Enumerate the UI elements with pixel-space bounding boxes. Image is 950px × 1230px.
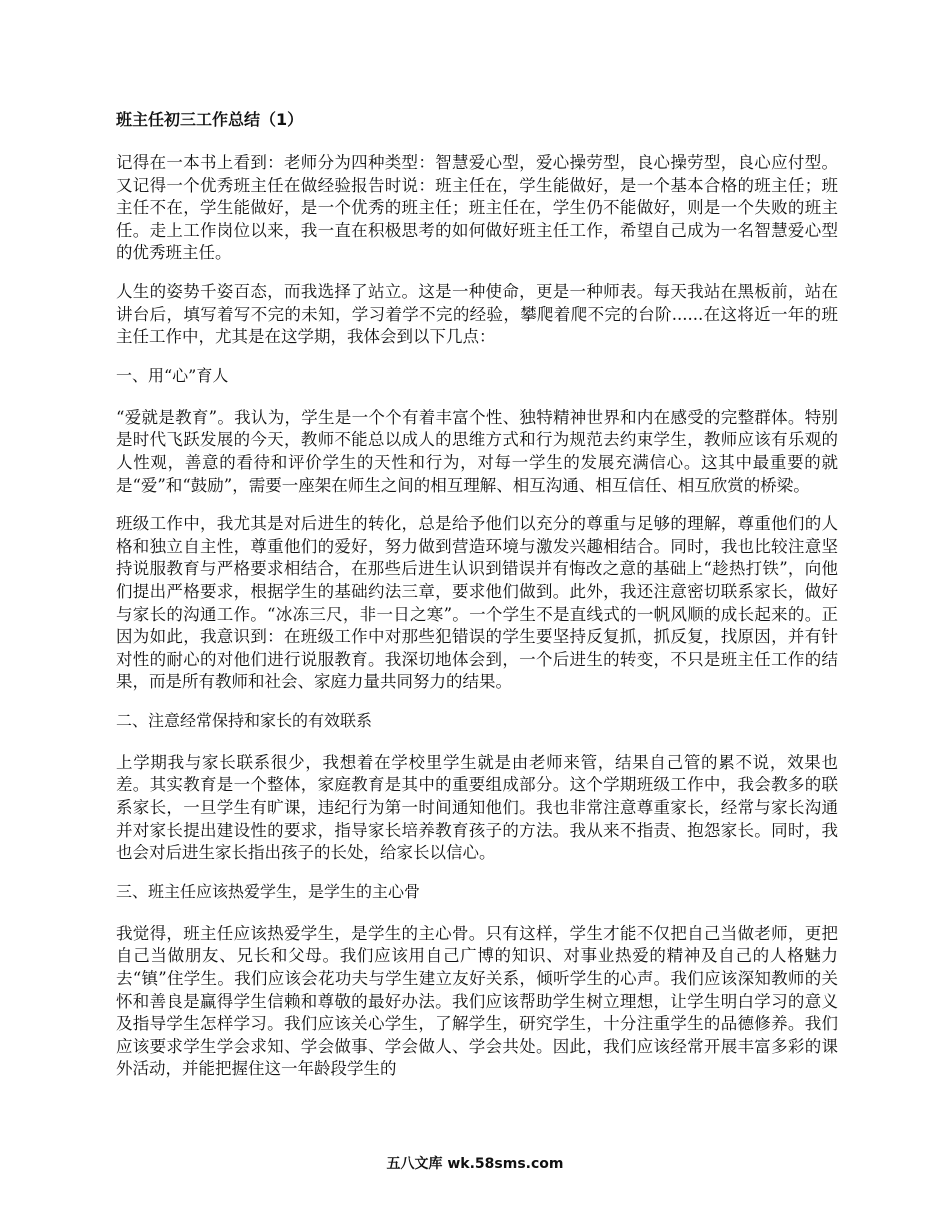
section-heading-2: 二、注意经常保持和家长的有效联系 <box>116 710 373 730</box>
paragraph-section-3: 我觉得，班主任应该热爱学生，是学生的主心骨。只有这样，学生才能不仅把自己当做老师，更把自己当做朋友、兄长和父母。我们应该用自己广博的知识、对事业热爱的精神及自己的人格魅力去“镇”住学生。我们应该会花功夫与学生建立友好关系，倾听学生的心声。我们应该深知教师的关怀和善良是赢得学生信赖和尊敬的最好办法。我们应该帮助学生树立理想，让学生明白学习的意义及指导学生怎样学习。我们应该关心学生，了解学生，研究学生，十分注重学生的品德修养。我们应该要求学生学会求知、学会做事、学会做人、学会共处。因此，我们应该经常开展丰富多彩的课外活动，并能把握住这一年龄段学生的 <box>116 923 838 1079</box>
paragraph-section-1-a: “爱就是教育”。我认为，学生是一个个有着丰富个性、独特精神世界和内在感受的完整群体。特别是时代飞跃发展的今天，教师不能总以成人的思维方式和行为规范去约束学生，教师应该有乐观的人性观，善意的看待和评价学生的天性和行为，对每一学生的发展充满信心。这其中最重要的就是“爱”和“鼓励”，需要一座架在师生之间的相互理解、相互沟通、相互信任、相互欣赏的桥梁。 <box>116 407 838 495</box>
section-heading-1: 一、用“心”育人 <box>116 365 229 385</box>
document-title: 班主任初三工作总结（1） <box>116 110 304 129</box>
paragraph-section-1-b: 班级工作中，我尤其是对后进生的转化，总是给予他们以充分的尊重与足够的理解，尊重他们的人格和独立自主性，尊重他们的爱好，努力做到营造环境与激发兴趣相结合。同时，我也比较注意坚持说服教育与严格要求相结合，在那些后进生认识到错误并有悔改之意的基础上“趁热打铁”，向他们提出严格要求，根据学生的基础约法三章，要求他们做到。此外，我还注意密切联系家长，做好与家长的沟通工作。“冰冻三尺，非一日之寒”。一个学生不是直线式的一帆风顺的成长起来的。正因为如此，我意识到：在班级工作中对那些犯错误的学生要坚持反复抓，抓反复，找原因，并有针对性的耐心的对他们进行说服教育。我深切地体会到，一个后进生的转变，不只是班主任工作的结果，而是所有教师和社会、家庭力量共同努力的结果。 <box>116 514 838 692</box>
section-heading-3: 三、班主任应该热爱学生，是学生的主心骨 <box>116 881 421 901</box>
document-body <box>116 108 838 1097</box>
paragraph-intro-2: 人生的姿势千姿百态，而我选择了站立。这是一种使命，更是一种师表。每天我站在黑板前，站在讲台后，填写着写不完的未知，学习着学不完的经验，攀爬着爬不完的台阶......在这将近一年的班主任工作中，尤其是在这学期，我体会到以下几点： <box>116 281 838 347</box>
paragraph-section-2: 上学期我与家长联系很少，我想着在学校里学生就是由老师来管，结果自己管的累不说，效果也差。其实教育是一个整体，家庭教育是其中的重要组成部分。这个学期班级工作中，我会教多的联系家长，一旦学生有旷课，违纪行为第一时间通知他们。我也非常注意尊重家长，经常与家长沟通并对家长提出建设性的要求，指导家长培养教育孩子的方法。我从来不指责、抱怨家长。同时，我也会对后进生家长指出孩子的长处，给家长以信心。 <box>116 752 838 863</box>
page-footer-watermark: 五八文库 wk.58sms.com <box>386 1156 564 1172</box>
paragraph-intro-1: 记得在一本书上看到：老师分为四种类型：智慧爱心型，爱心操劳型，良心操劳型，良心应付型。又记得一个优秀班主任在做经验报告时说：班主任在，学生能做好，是一个基本合格的班主任；班主任不在，学生能做好，是一个优秀的班主任；班主任在，学生仍不能做好，则是一个失败的班主任。走上工作岗位以来，我一直在积极思考的如何做好班主任工作，希望自己成为一名智慧爱心型的优秀班主任。 <box>116 153 838 263</box>
